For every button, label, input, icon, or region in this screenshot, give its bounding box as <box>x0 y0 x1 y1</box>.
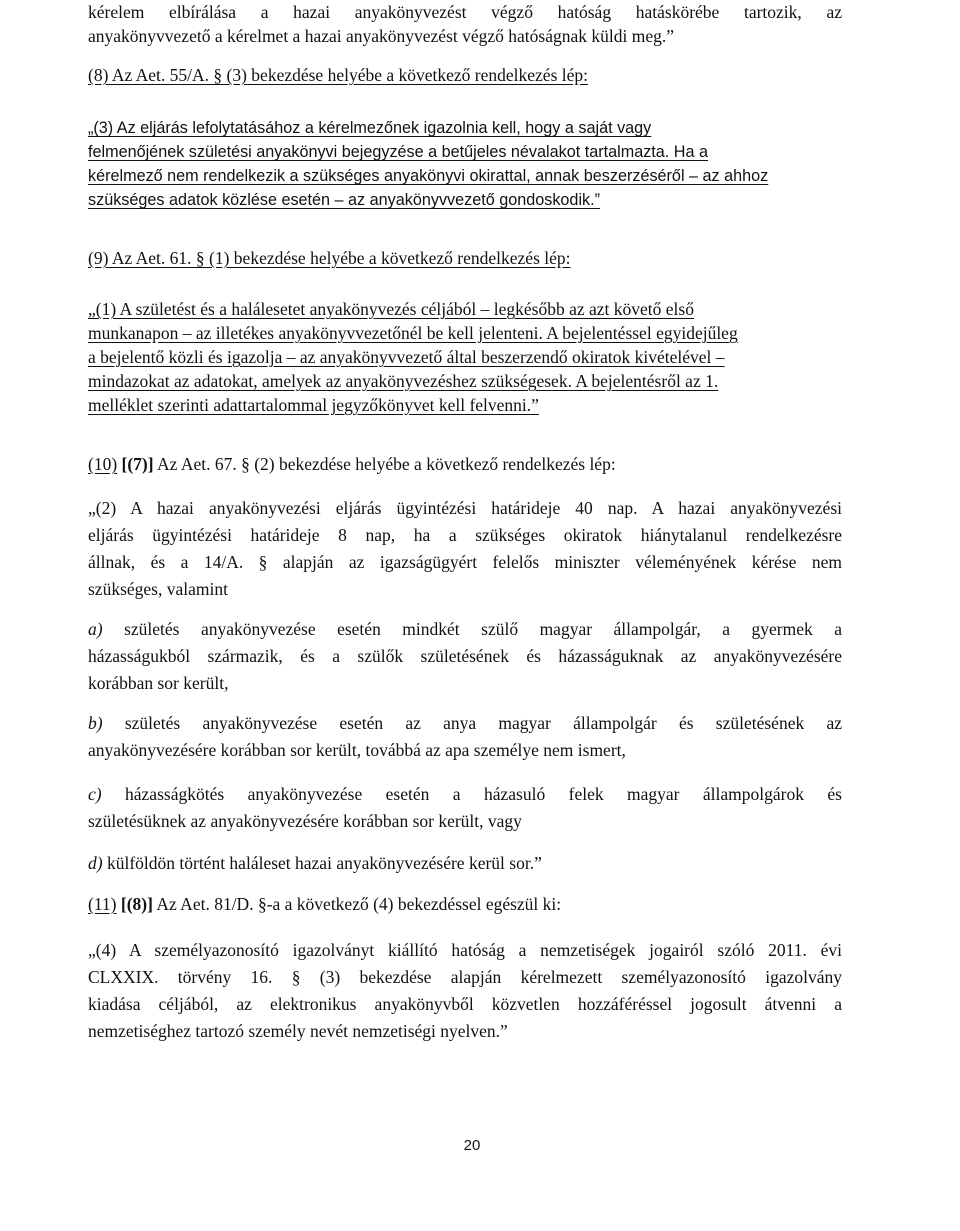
item-marker: b) <box>88 713 103 733</box>
text-line: felmenőjének születési anyakönyvi bejegyzése a betűjeles névalakot tartalmazta. <box>88 143 670 161</box>
text-line: kérelem elbírálása a hazai anyakönyvezést végző hatóság hatáskörébe tartozik, az <box>88 2 842 22</box>
section-text: Az Aet. 61. § (1) bekezdése helyébe a következő rendelkezés lép: <box>108 248 571 268</box>
section-9-heading <box>88 246 842 270</box>
item-c <box>88 781 842 835</box>
paragraph-continuation <box>88 0 842 48</box>
section-10-heading <box>88 452 842 476</box>
text-line: házasságukból származik, és a szülők születésének és házasságuknak az anyakönyvezésére <box>88 646 842 666</box>
text-line: születés anyakönyvezése esetén mindkét szülő magyar állampolgár, a gyermek a <box>102 619 842 639</box>
text-line: mindazokat az adatokat, amelyek az anyakönyvezéshez szükségesek. A bejelentésről az 1. <box>88 371 719 391</box>
text-line: szükséges adatok közlése esetén – az anyakönyvvezető gondoskodik.” <box>88 191 601 209</box>
item-marker: c) <box>88 784 102 804</box>
text-line: munkanapon – az illetékes anyakönyvvezetőnél be kell jelenteni. A bejelentéssel egyidejűleg <box>88 323 738 343</box>
section-11-heading <box>88 891 842 918</box>
text-line: születésüknek az anyakönyvezésére korábban sor került, vagy <box>88 811 522 831</box>
text-line: „(2) A hazai anyakönyvezési eljárás ügyintézési határideje 40 nap. A hazai anyakönyvezési <box>88 498 842 518</box>
text-line: kérelmező nem rendelkezik a szükséges anyakönyvi okirattal, annak beszerzéséről – az ahhoz <box>88 167 769 185</box>
item-marker: d) <box>88 853 103 873</box>
text-line: állnak, és a 14/A. § alapján az igazságügyért felelős miniszter véleményének kérése nem <box>88 552 842 572</box>
text-line: anyakönyvezésére korábban sor került, továbbá az apa személye nem ismert, <box>88 740 626 760</box>
section-text: Az Aet. 55/A. § (3) bekezdése helyébe a következő rendelkezés lép: <box>108 65 588 85</box>
item-marker: a) <box>88 619 103 639</box>
section-8-heading <box>88 63 842 87</box>
section-10-quote <box>88 495 842 603</box>
item-a <box>88 616 842 697</box>
text-line: „(4) A személyazonosító igazolványt kiállító hatóság a nemzetiségek jogairól szóló 2011. évi <box>88 940 842 960</box>
text-line: korábban sor került, <box>88 673 229 693</box>
section-number: (9) <box>88 248 109 268</box>
section-8-quote <box>88 116 842 212</box>
text-line: külföldön történt haláleset hazai anyakönyvezésére kerül sor.” <box>102 853 542 873</box>
item-d <box>88 850 842 877</box>
text-line: anyakönyvvezető a kérelmet a hazai anyakönyvezést végző hatóságnak küldi meg.” <box>88 26 675 46</box>
section-number: (8) <box>88 65 109 85</box>
section-number: (10) <box>88 454 118 474</box>
section-number: (11) <box>88 894 117 914</box>
text-line: melléklet szerinti adattartalommal jegyzőkönyvet kell felvenni.” <box>88 395 539 415</box>
text-line: eljárás ügyintézési határideje 8 nap, ha a szükséges okiratok hiánytalanul rendelkezésre <box>88 525 842 545</box>
text-line: Ha a <box>669 143 708 161</box>
text-line: „(3) Az eljárás lefolytatásához a kérelmezőnek igazolnia kell, hogy a saját vagy <box>88 119 652 137</box>
text-line: „(1) A születést és a halálesetet anyakönyvezés céljából – legkésőbb az azt követő első <box>88 299 694 319</box>
text-line: a bejelentő közli és igazolja – az anyakönyvvezető által beszerzendő okiratok kivételével – <box>88 347 725 367</box>
text-line: nemzetiséghez tartozó személy nevét nemzetiségi nyelven.” <box>88 1021 508 1041</box>
text-line: szükséges, valamint <box>88 579 228 599</box>
removed-number: [(7)] <box>121 454 154 474</box>
text-line: házasságkötés anyakönyvezése esetén a házasuló felek magyar állampolgárok és <box>101 784 842 804</box>
section-text: Az Aet. 81/D. §-a a következő (4) bekezdéssel egészül ki: <box>152 894 562 914</box>
text-line: kiadása céljából, az elektronikus anyakönyvből közvetlen hozzáféréssel jogosult átvenni a <box>88 994 842 1014</box>
text-line: születés anyakönyvezése esetén az anya magyar állampolgár és születésének az <box>102 713 842 733</box>
section-text: Az Aet. 67. § (2) bekezdése helyébe a következő rendelkezés lép: <box>153 454 616 474</box>
item-b <box>88 710 842 764</box>
section-11-quote <box>88 937 842 1045</box>
removed-number: [(8)] <box>120 894 153 914</box>
section-9-quote <box>88 297 842 417</box>
text-line: CLXXIX. törvény 16. § (3) bekezdése alapján kérelmezett személyazonosító igazolvány <box>88 967 842 987</box>
page-number: 20 <box>463 1137 481 1154</box>
